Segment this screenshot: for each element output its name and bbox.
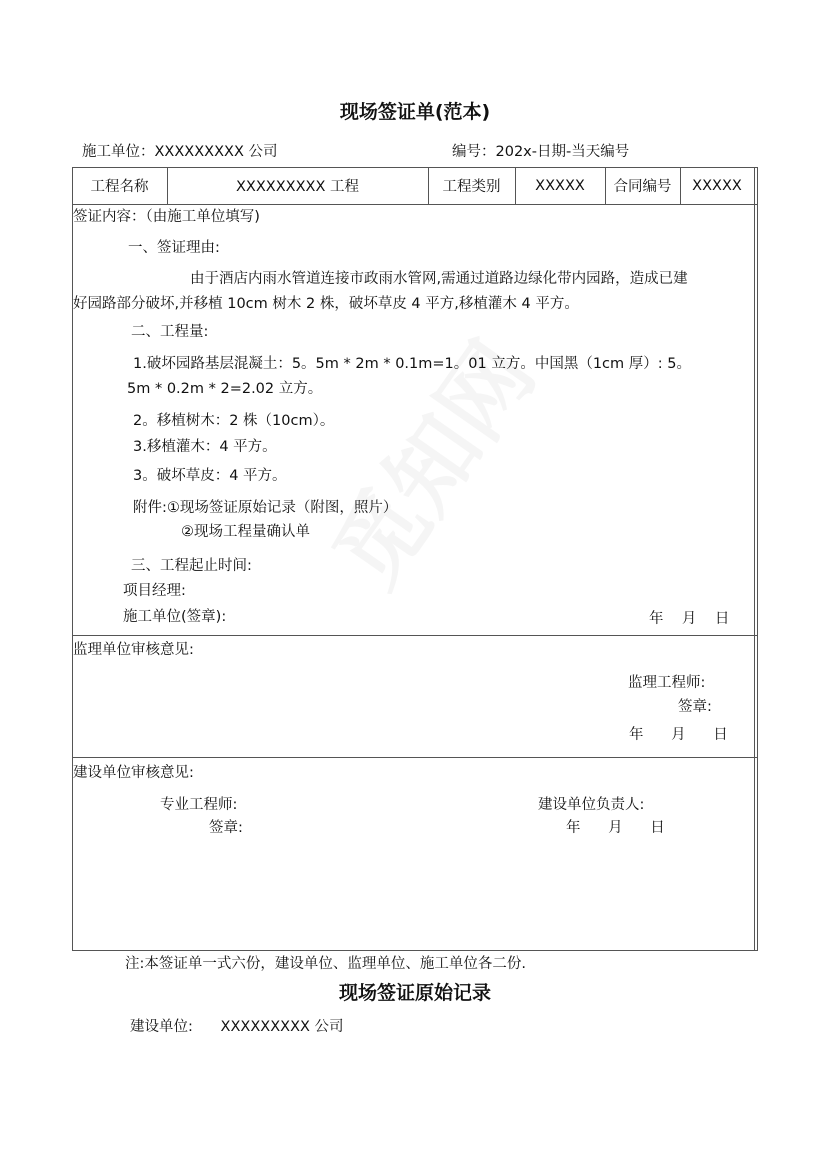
- document-number: 编号：202x-日期-当天编号: [452, 144, 630, 160]
- quantity-item: 2。移植树木：2 株（10cm）。: [133, 413, 335, 429]
- quantity-item: 1.破坏园路基层混凝土：5。5m * 2m * 0.1m=1。01 立方。中国黑（1cm 厚）: 5。: [133, 356, 691, 372]
- contract-number-value: XXXXX: [692, 177, 742, 194]
- quantity-item: 5m * 0.2m * 2=2.02 立方。: [127, 381, 323, 397]
- attachment-item: ②现场工程量确认单: [181, 524, 310, 540]
- table-border-double: [754, 167, 755, 951]
- supervision-date: 年 月 日: [629, 727, 728, 743]
- content-heading: 签证内容：（由施工单位填写): [73, 209, 260, 225]
- project-name-label: 工程名称: [90, 179, 149, 195]
- owner-unit: 建设单位: XXXXXXXXX 公司: [130, 1019, 344, 1035]
- reason-line: 好园路部分破坏,并移植 10cm 树木 2 株，破坏草皮 4 平方,移植灌木 4 平方。: [73, 296, 579, 312]
- supervision-seal-label: 签章:: [678, 699, 712, 715]
- owner-seal-label: 签章:: [209, 820, 243, 836]
- contractor-date: 年 月 日: [649, 611, 730, 627]
- secondary-title: 现场签证原始记录: [338, 982, 491, 1004]
- row-divider: [72, 635, 758, 636]
- contract-number-label: 合同编号: [613, 179, 672, 195]
- section-duration: 三、工程起止时间:: [131, 558, 252, 574]
- owner-engineer-label: 专业工程师:: [160, 797, 238, 813]
- project-type-label: 工程类别: [442, 179, 501, 195]
- contractor-seal-label: 施工单位(签章):: [123, 609, 227, 625]
- reason-line: 由于酒店内雨水管道连接市政雨水管网,需通过道路边绿化带内园路，造成已建: [190, 271, 688, 287]
- contractor-label: 施工单位：XXXXXXXXX 公司: [82, 144, 278, 160]
- page-title: 现场签证单(范本): [339, 101, 491, 123]
- owner-leader-label: 建设单位负责人:: [538, 797, 645, 813]
- owner-date: 年 月 日: [566, 820, 665, 836]
- supervision-heading: 监理单位审核意见:: [73, 642, 194, 658]
- section-reason: 一、签证理由:: [128, 240, 220, 256]
- owner-heading: 建设单位审核意见:: [73, 765, 194, 781]
- project-type-value: XXXXX: [535, 177, 585, 194]
- supervision-engineer-label: 监理工程师:: [628, 675, 706, 691]
- section-quantity: 二、工程量:: [131, 324, 209, 340]
- quantity-item: 3.移植灌木：4 平方。: [133, 439, 277, 455]
- attachment-item: 附件:①现场签证原始记录（附图，照片）: [133, 500, 398, 516]
- quantity-item: 3。破坏草皮：4 平方。: [133, 468, 287, 484]
- row-divider: [72, 757, 758, 758]
- row-divider: [72, 204, 758, 205]
- project-name-value: XXXXXXXXX 工程: [235, 179, 359, 195]
- footnote: 注:本签证单一式六份，建设单位、监理单位、施工单位各二份.: [125, 956, 526, 972]
- project-manager-label: 项目经理:: [123, 583, 186, 599]
